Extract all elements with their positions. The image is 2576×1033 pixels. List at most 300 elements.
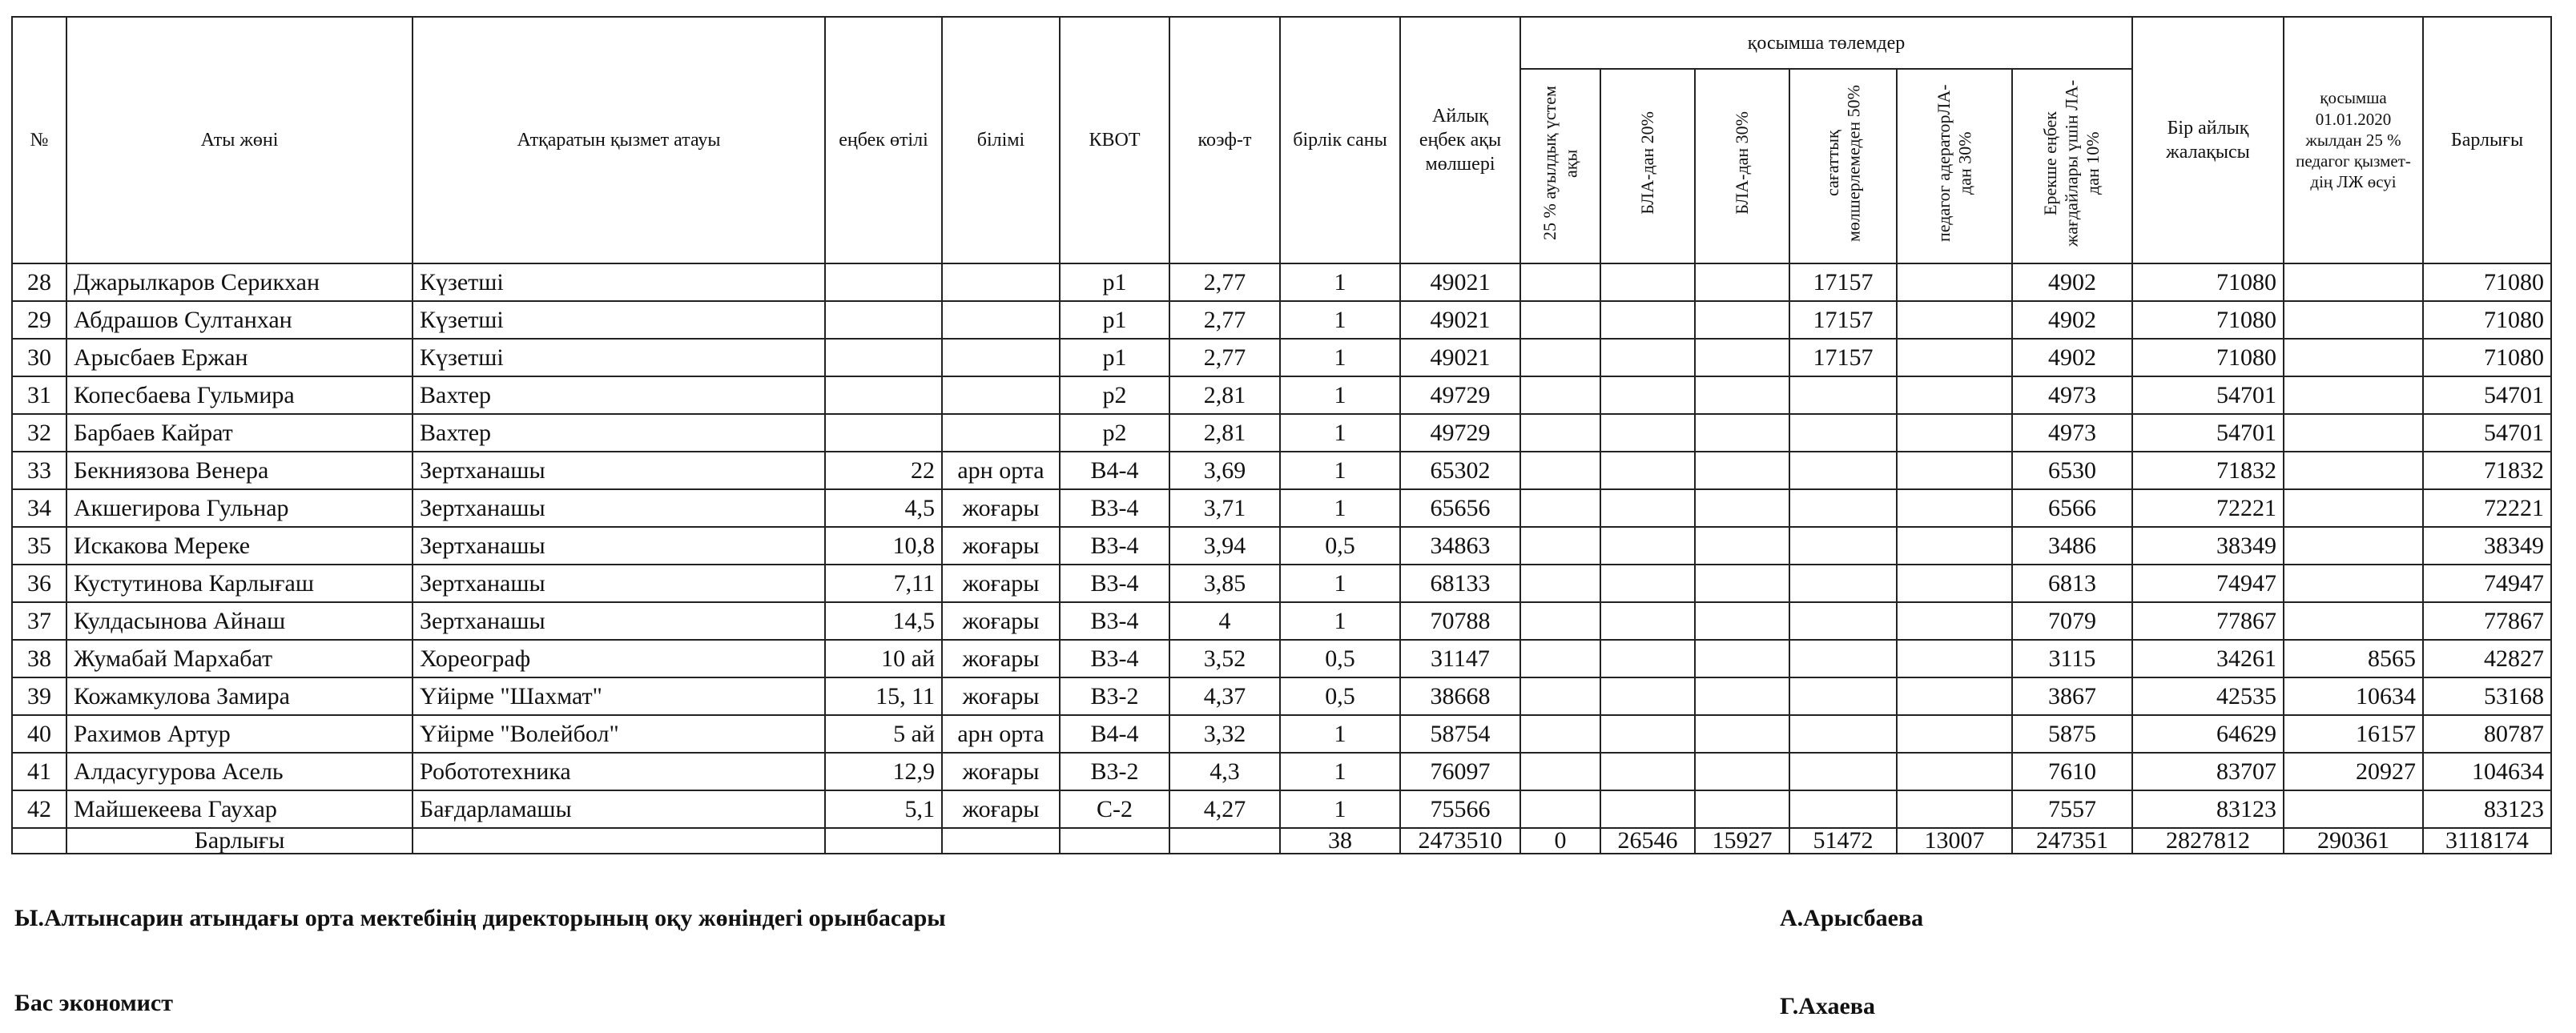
cell-units: 1: [1280, 263, 1400, 301]
cell-monthly-wage: 75566: [1400, 790, 1520, 828]
cell-coef: 3,85: [1169, 565, 1280, 602]
col-header-special: Ерекше еңбек жағдайлары үшін ЛА-дан 10%: [2040, 79, 2103, 247]
cell-monthly-wage: 65302: [1400, 452, 1520, 489]
cell-hourly: [1789, 527, 1897, 565]
cell-coef: 2,77: [1169, 339, 1280, 376]
cell-experience: 22: [825, 452, 942, 489]
cell-experience: 5,1: [825, 790, 942, 828]
cell-units: 1: [1280, 339, 1400, 376]
cell-name: Барбаев Кайрат: [66, 414, 413, 452]
cell-name: Искакова Мереке: [66, 527, 413, 565]
cell-hourly: [1789, 414, 1897, 452]
cell-education: [942, 414, 1060, 452]
cell-no: 36: [12, 565, 66, 602]
cell-bla30: [1695, 790, 1789, 828]
cell-bla20: [1600, 452, 1695, 489]
cell-coef: 4,3: [1169, 753, 1280, 790]
cell-bla30: [1695, 715, 1789, 753]
cell-kvot: В4-4: [1060, 452, 1169, 489]
cell-salary: 34261: [2132, 640, 2284, 677]
cell-coef: 3,94: [1169, 527, 1280, 565]
cell-coef: 2,81: [1169, 414, 1280, 452]
cell-education: арн орта: [942, 452, 1060, 489]
cell-hourly: [1789, 565, 1897, 602]
cell-increase: [2284, 527, 2423, 565]
cell-total: 38349: [2423, 527, 2551, 565]
cell-name: Рахимов Артур: [66, 715, 413, 753]
col-header-education: білімі: [942, 17, 1060, 263]
cell-experience: 7,11: [825, 565, 942, 602]
cell-no: 35: [12, 527, 66, 565]
cell-position: Күзетші: [413, 263, 825, 301]
cell-pedagog: [1897, 715, 2012, 753]
cell-name: Арысбаев Ержан: [66, 339, 413, 376]
col-header-position: Атқаратын қызмет атауы: [413, 17, 825, 263]
cell-bla30: [1695, 452, 1789, 489]
cell-bla30: [1695, 376, 1789, 414]
cell-units: 1: [1280, 376, 1400, 414]
cell-name: Кулдасынова Айнаш: [66, 602, 413, 640]
cell-hourly: 17157: [1789, 339, 1897, 376]
cell-pedagog: [1897, 565, 2012, 602]
cell-no: 31: [12, 376, 66, 414]
cell-salary: 71080: [2132, 263, 2284, 301]
cell-coef: 2,77: [1169, 301, 1280, 339]
cell-name: Акшегирова Гульнар: [66, 489, 413, 527]
cell-position: Күзетші: [413, 301, 825, 339]
totals-increase: 290361: [2284, 828, 2423, 854]
cell-bla20: [1600, 753, 1695, 790]
cell-monthly-wage: 65656: [1400, 489, 1520, 527]
cell-special: 4973: [2012, 414, 2132, 452]
cell-bla30: [1695, 339, 1789, 376]
table-row: [12, 339, 2551, 376]
cell-hourly: [1789, 640, 1897, 677]
cell-increase: [2284, 414, 2423, 452]
cell-position: Үйірме "Волейбол": [413, 715, 825, 753]
cell-units: 1: [1280, 565, 1400, 602]
cell-kvot: В3-2: [1060, 677, 1169, 715]
cell-education: жоғары: [942, 489, 1060, 527]
cell-total: 71832: [2423, 452, 2551, 489]
cell-hourly: [1789, 376, 1897, 414]
cell-special: 4973: [2012, 376, 2132, 414]
cell-total: 53168: [2423, 677, 2551, 715]
col-header-kvot: КВОТ: [1060, 17, 1169, 263]
cell-position: Хореограф: [413, 640, 825, 677]
cell-increase: 16157: [2284, 715, 2423, 753]
cell-monthly-wage: 34863: [1400, 527, 1520, 565]
cell-kvot: В3-2: [1060, 753, 1169, 790]
cell-bla20: [1600, 414, 1695, 452]
cell-total: 54701: [2423, 376, 2551, 414]
cell-hourly: [1789, 677, 1897, 715]
cell-pedagog: [1897, 301, 2012, 339]
cell-increase: [2284, 263, 2423, 301]
cell-salary: 38349: [2132, 527, 2284, 565]
cell-total: 54701: [2423, 414, 2551, 452]
cell-education: жоғары: [942, 753, 1060, 790]
cell-total: 71080: [2423, 339, 2551, 376]
table-row: [12, 414, 2551, 452]
cell-rural: [1520, 715, 1600, 753]
cell-monthly-wage: 49021: [1400, 301, 1520, 339]
cell-experience: 12,9: [825, 753, 942, 790]
cell-special: 3115: [2012, 640, 2132, 677]
cell-bla20: [1600, 640, 1695, 677]
totals-special: 247351: [2012, 828, 2132, 854]
cell-pedagog: [1897, 452, 2012, 489]
payroll-table: [11, 16, 2552, 854]
cell-increase: [2284, 301, 2423, 339]
cell-no: 40: [12, 715, 66, 753]
cell-increase: [2284, 339, 2423, 376]
cell-hourly: [1789, 489, 1897, 527]
cell-pedagog: [1897, 263, 2012, 301]
cell-coef: 3,71: [1169, 489, 1280, 527]
cell-education: жоғары: [942, 677, 1060, 715]
cell-position: Бағдарламашы: [413, 790, 825, 828]
cell-name: Жумабай Мархабат: [66, 640, 413, 677]
cell-special: 6813: [2012, 565, 2132, 602]
cell-education: арн орта: [942, 715, 1060, 753]
table-header: [12, 17, 2551, 263]
table-body: [12, 263, 2551, 828]
table-row: [12, 263, 2551, 301]
cell-units: 1: [1280, 414, 1400, 452]
cell-special: 4902: [2012, 263, 2132, 301]
cell-coef: 2,77: [1169, 263, 1280, 301]
cell-rural: [1520, 339, 1600, 376]
economist-name: Г.Ахаева: [1780, 993, 1875, 1019]
cell-bla20: [1600, 263, 1695, 301]
cell-name: Кожамкулова Замира: [66, 677, 413, 715]
table-row: [12, 376, 2551, 414]
cell-bla20: [1600, 339, 1695, 376]
cell-pedagog: [1897, 640, 2012, 677]
cell-pedagog: [1897, 602, 2012, 640]
cell-name: Бекниязова Венера: [66, 452, 413, 489]
cell-salary: 54701: [2132, 414, 2284, 452]
cell-coef: 4: [1169, 602, 1280, 640]
cell-rural: [1520, 565, 1600, 602]
table-row: [12, 301, 2551, 339]
col-header-hourly: сағаттық мөлшерлемеден 50%: [1821, 84, 1863, 242]
cell-total: 104634: [2423, 753, 2551, 790]
table-row: [12, 790, 2551, 828]
cell-monthly-wage: 70788: [1400, 602, 1520, 640]
cell-no: 29: [12, 301, 66, 339]
cell-pedagog: [1897, 376, 2012, 414]
table-row: [12, 489, 2551, 527]
col-header-total: Барлығы: [2423, 17, 2551, 263]
cell-experience: [825, 301, 942, 339]
cell-bla30: [1695, 263, 1789, 301]
cell-pedagog: [1897, 790, 2012, 828]
totals-pedagog: 13007: [1897, 828, 2012, 854]
cell-kvot: В4-4: [1060, 715, 1169, 753]
cell-total: 71080: [2423, 263, 2551, 301]
cell-kvot: р1: [1060, 301, 1169, 339]
cell-experience: 5 ай: [825, 715, 942, 753]
totals-wage: 2473510: [1400, 828, 1520, 854]
totals-bla20: 26546: [1600, 828, 1695, 854]
cell-bla30: [1695, 301, 1789, 339]
cell-monthly-wage: 38668: [1400, 677, 1520, 715]
cell-rural: [1520, 640, 1600, 677]
cell-kvot: р1: [1060, 339, 1169, 376]
cell-bla20: [1600, 715, 1695, 753]
col-header-rural: 25 % ауылдық үстем ақы: [1539, 86, 1580, 240]
cell-increase: [2284, 376, 2423, 414]
cell-total: 42827: [2423, 640, 2551, 677]
cell-hourly: [1789, 715, 1897, 753]
cell-bla20: [1600, 376, 1695, 414]
cell-name: Алдасугурова Асель: [66, 753, 413, 790]
cell-monthly-wage: 49021: [1400, 263, 1520, 301]
totals-total: 3118174: [2423, 828, 2551, 854]
cell-bla20: [1600, 602, 1695, 640]
cell-bla20: [1600, 790, 1695, 828]
cell-bla30: [1695, 602, 1789, 640]
cell-bla30: [1695, 753, 1789, 790]
cell-increase: [2284, 565, 2423, 602]
totals-rural: 0: [1520, 828, 1600, 854]
cell-special: 4902: [2012, 339, 2132, 376]
cell-kvot: р2: [1060, 414, 1169, 452]
cell-units: 1: [1280, 790, 1400, 828]
cell-bla20: [1600, 301, 1695, 339]
cell-kvot: р2: [1060, 376, 1169, 414]
totals-units: 38: [1280, 828, 1400, 854]
cell-experience: 15, 11: [825, 677, 942, 715]
cell-experience: 10,8: [825, 527, 942, 565]
totals-bla30: 15927: [1695, 828, 1789, 854]
cell-pedagog: [1897, 677, 2012, 715]
cell-position: Зертханашы: [413, 452, 825, 489]
cell-rural: [1520, 414, 1600, 452]
cell-position: Зертханашы: [413, 489, 825, 527]
cell-rural: [1520, 677, 1600, 715]
cell-units: 1: [1280, 602, 1400, 640]
cell-monthly-wage: 49729: [1400, 414, 1520, 452]
cell-position: Зертханашы: [413, 565, 825, 602]
cell-education: жоғары: [942, 565, 1060, 602]
cell-name: Кустутинова Карлығаш: [66, 565, 413, 602]
cell-special: 6566: [2012, 489, 2132, 527]
cell-units: 0,5: [1280, 677, 1400, 715]
cell-coef: 3,52: [1169, 640, 1280, 677]
cell-increase: [2284, 790, 2423, 828]
cell-position: Үйірме "Шахмат": [413, 677, 825, 715]
cell-no: 32: [12, 414, 66, 452]
cell-no: 30: [12, 339, 66, 376]
cell-kvot: С-2: [1060, 790, 1169, 828]
cell-coef: 4,37: [1169, 677, 1280, 715]
cell-salary: 72221: [2132, 489, 2284, 527]
cell-education: жоғары: [942, 602, 1060, 640]
cell-no: 39: [12, 677, 66, 715]
cell-monthly-wage: 49021: [1400, 339, 1520, 376]
cell-bla20: [1600, 527, 1695, 565]
cell-bla30: [1695, 414, 1789, 452]
cell-salary: 74947: [2132, 565, 2284, 602]
table-row: [12, 640, 2551, 677]
cell-special: 6530: [2012, 452, 2132, 489]
table-row: [12, 527, 2551, 565]
cell-kvot: В3-4: [1060, 489, 1169, 527]
cell-position: Зертханашы: [413, 527, 825, 565]
cell-rural: [1520, 376, 1600, 414]
cell-education: [942, 301, 1060, 339]
cell-increase: [2284, 452, 2423, 489]
cell-experience: [825, 376, 942, 414]
cell-special: 4902: [2012, 301, 2132, 339]
cell-rural: [1520, 753, 1600, 790]
cell-rural: [1520, 489, 1600, 527]
cell-pedagog: [1897, 753, 2012, 790]
cell-total: 72221: [2423, 489, 2551, 527]
cell-units: 1: [1280, 452, 1400, 489]
cell-rural: [1520, 301, 1600, 339]
cell-salary: 83123: [2132, 790, 2284, 828]
cell-salary: 42535: [2132, 677, 2284, 715]
cell-total: 74947: [2423, 565, 2551, 602]
cell-kvot: р1: [1060, 263, 1169, 301]
col-header-no: №: [12, 17, 66, 263]
cell-education: [942, 339, 1060, 376]
cell-name: Джарылкаров Серикхан: [66, 263, 413, 301]
cell-salary: 71080: [2132, 339, 2284, 376]
cell-hourly: [1789, 790, 1897, 828]
cell-total: 71080: [2423, 301, 2551, 339]
cell-special: 3867: [2012, 677, 2132, 715]
cell-units: 1: [1280, 489, 1400, 527]
cell-pedagog: [1897, 339, 2012, 376]
cell-name: Абдрашов Султанхан: [66, 301, 413, 339]
economist-title: Бас экономист: [14, 990, 173, 1016]
cell-special: 3486: [2012, 527, 2132, 565]
cell-bla20: [1600, 565, 1695, 602]
cell-increase: [2284, 602, 2423, 640]
cell-coef: 3,69: [1169, 452, 1280, 489]
cell-experience: 4,5: [825, 489, 942, 527]
cell-education: [942, 263, 1060, 301]
cell-rural: [1520, 527, 1600, 565]
cell-salary: 71832: [2132, 452, 2284, 489]
cell-pedagog: [1897, 489, 2012, 527]
cell-bla30: [1695, 489, 1789, 527]
cell-units: 1: [1280, 753, 1400, 790]
cell-hourly: 17157: [1789, 263, 1897, 301]
cell-position: Робототехника: [413, 753, 825, 790]
cell-salary: 77867: [2132, 602, 2284, 640]
totals-label: Барлығы: [66, 828, 413, 854]
cell-hourly: 17157: [1789, 301, 1897, 339]
cell-total: 83123: [2423, 790, 2551, 828]
cell-monthly-wage: 31147: [1400, 640, 1520, 677]
cell-units: 0,5: [1280, 640, 1400, 677]
cell-education: жоғары: [942, 527, 1060, 565]
cell-bla30: [1695, 527, 1789, 565]
totals-salary: 2827812: [2132, 828, 2284, 854]
totals-hourly: 51472: [1789, 828, 1897, 854]
cell-monthly-wage: 68133: [1400, 565, 1520, 602]
cell-monthly-wage: 76097: [1400, 753, 1520, 790]
cell-position: Вахтер: [413, 414, 825, 452]
cell-units: 1: [1280, 301, 1400, 339]
cell-education: [942, 376, 1060, 414]
totals-row: [12, 828, 2551, 854]
cell-total: 80787: [2423, 715, 2551, 753]
cell-bla20: [1600, 489, 1695, 527]
cell-name: Майшекеева Гаухар: [66, 790, 413, 828]
cell-name: Копесбаева Гульмира: [66, 376, 413, 414]
cell-position: Күзетші: [413, 339, 825, 376]
col-header-pedagog-increase: қосымша 01.01.2020 жылдан 25 % педагог қызмет-дің ЛЖ өсуі: [2284, 17, 2423, 263]
cell-education: жоғары: [942, 790, 1060, 828]
col-header-coef: коэф-т: [1169, 17, 1280, 263]
cell-no: 33: [12, 452, 66, 489]
cell-position: Вахтер: [413, 376, 825, 414]
table-row: [12, 715, 2551, 753]
col-header-name: Аты жөні: [66, 17, 413, 263]
table-row: [12, 565, 2551, 602]
cell-units: 0,5: [1280, 527, 1400, 565]
cell-special: 7557: [2012, 790, 2132, 828]
cell-hourly: [1789, 753, 1897, 790]
cell-education: жоғары: [942, 640, 1060, 677]
cell-no: 41: [12, 753, 66, 790]
table-row: [12, 677, 2551, 715]
cell-pedagog: [1897, 527, 2012, 565]
cell-rural: [1520, 452, 1600, 489]
col-header-one-month-salary: Бір айлық жалақысы: [2132, 17, 2284, 263]
deputy-name: А.Арысбаева: [1780, 905, 1924, 931]
col-header-pedagog: педагог адераторЛА-дан 30%: [1933, 84, 1974, 242]
cell-no: 34: [12, 489, 66, 527]
cell-salary: 64629: [2132, 715, 2284, 753]
cell-increase: 8565: [2284, 640, 2423, 677]
cell-increase: [2284, 489, 2423, 527]
col-header-bla20: БЛА-дан 20%: [1636, 111, 1657, 215]
cell-experience: [825, 263, 942, 301]
cell-hourly: [1789, 602, 1897, 640]
cell-rural: [1520, 263, 1600, 301]
cell-rural: [1520, 790, 1600, 828]
cell-experience: [825, 339, 942, 376]
cell-salary: 71080: [2132, 301, 2284, 339]
cell-kvot: В3-4: [1060, 527, 1169, 565]
cell-monthly-wage: 58754: [1400, 715, 1520, 753]
cell-no: 28: [12, 263, 66, 301]
cell-increase: 10634: [2284, 677, 2423, 715]
table-row: [12, 602, 2551, 640]
cell-pedagog: [1897, 414, 2012, 452]
cell-no: 37: [12, 602, 66, 640]
cell-experience: [825, 414, 942, 452]
cell-kvot: В3-4: [1060, 640, 1169, 677]
cell-special: 5875: [2012, 715, 2132, 753]
col-header-extra-payments: қосымша төлемдер: [1520, 17, 2132, 69]
cell-salary: 83707: [2132, 753, 2284, 790]
cell-monthly-wage: 49729: [1400, 376, 1520, 414]
cell-hourly: [1789, 452, 1897, 489]
cell-rural: [1520, 602, 1600, 640]
cell-special: 7079: [2012, 602, 2132, 640]
cell-experience: 14,5: [825, 602, 942, 640]
cell-no: 42: [12, 790, 66, 828]
